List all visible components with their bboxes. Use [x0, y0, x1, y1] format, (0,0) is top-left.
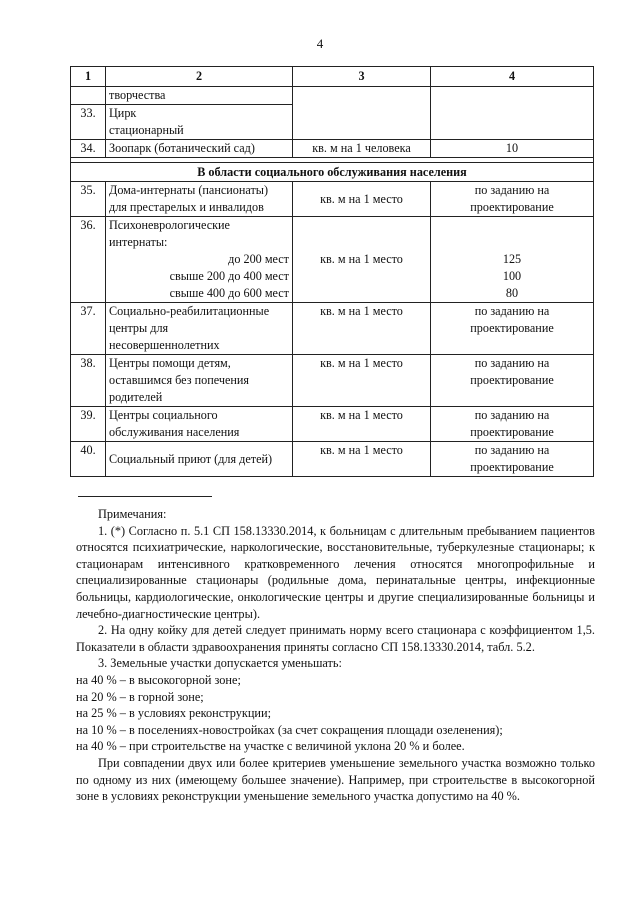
section-title: В области социального обслуживания населения — [71, 163, 594, 182]
row-name-line: Цирк — [109, 106, 137, 120]
row-norm-line: по заданию на — [474, 408, 550, 422]
row-number: 39. — [71, 407, 106, 442]
row-name-line: центры для — [109, 321, 169, 335]
note-1: 1. (*) Согласно п. 5.1 СП 158.13330.2014, к больницам с длительным пребыванием пациентов относятся психиатрические, наркологические, восстановительные, туберкулезные стационары; к стационарам интенсивного кратковременного лечения относятся многопрофильные и специализированные стационары (родильные дома, перинатальные центры, инфекционные больницы, кардиологические, онкологические центры и другие специализированные больницы и лечебно-диагностические центры). — [76, 523, 595, 621]
row-name-line: родителей — [109, 390, 163, 404]
row-norm-line: проектирование — [470, 425, 554, 439]
row-name: Социальный приют (для детей) — [106, 442, 293, 477]
row-norm — [431, 217, 594, 303]
row-norm: 10 — [431, 140, 594, 158]
row-name-line: интернаты: — [109, 235, 168, 249]
row-number: 40. — [71, 442, 106, 477]
row-name — [106, 217, 293, 303]
row-name: Зоопарк (ботанический сад) — [106, 140, 293, 158]
row-unit: кв. м на 1 место — [293, 182, 431, 217]
row-unit: кв. м на 1 место — [293, 217, 431, 303]
row-name — [106, 182, 293, 217]
row-name-line: стационарный — [109, 123, 184, 137]
row-name-line: Центры помощи детям, — [109, 356, 231, 370]
table-row — [71, 407, 594, 442]
row-unit: кв. м на 1 место — [293, 303, 431, 355]
sub-item-norm: 125 — [502, 252, 522, 266]
row-norm-line: проектирование — [470, 321, 554, 335]
row-norm-line: по заданию на — [474, 304, 550, 318]
note-2: 2. На одну койку для детей следует принимать норму всего стационара с коэффициентом 1,5. Показатели в области здравоохранения приняты согласно СП 158.13330.2014, табл. 5.2. — [76, 623, 595, 654]
row-name-line: несовершеннолетних — [109, 338, 220, 352]
row-unit: кв. м на 1 человека — [293, 140, 431, 158]
table-row — [71, 355, 594, 407]
row-name — [106, 355, 293, 407]
row-norm-line: проектирование — [470, 200, 554, 214]
row-name-line: обслуживания населения — [109, 425, 240, 439]
sub-item-label: свыше 200 до 400 мест — [169, 269, 289, 283]
norms-table — [70, 66, 594, 477]
row-unit: кв. м на 1 место — [293, 355, 431, 407]
header-col-3: 3 — [293, 67, 431, 87]
row-norm-line: по заданию на — [474, 183, 550, 197]
note-3-item: на 20 % – в горной зоне; — [76, 689, 204, 704]
note-3-final: При совпадении двух или более критериев уменьшение земельного участка возможно только по одному из них (имеющему большее значение). Например, при строительстве в высокогорной зоне в условиях реконструкции уменьшение земельного участка допустимо на 40 %. — [76, 755, 595, 804]
sub-item-label: свыше 400 до 600 мест — [169, 286, 289, 300]
sub-item-norm: 80 — [505, 286, 519, 300]
table-header-row — [71, 67, 594, 87]
sub-item-norm: 100 — [502, 269, 522, 283]
row-norm-line: проектирование — [470, 460, 554, 474]
notes-divider — [78, 496, 212, 497]
row-norm — [431, 303, 594, 355]
row-name-line: Психоневрологические — [109, 218, 230, 232]
note-3-intro: 3. Земельные участки допускается уменьшать: — [98, 656, 342, 671]
row-norm — [431, 407, 594, 442]
header-col-1: 1 — [71, 67, 106, 87]
header-col-4: 4 — [431, 67, 594, 87]
row-name-line: Социально-реабилитационные — [109, 304, 270, 318]
row-norm — [431, 87, 594, 140]
row-number: 34. — [71, 140, 106, 158]
row-number — [71, 87, 106, 105]
row-name — [106, 407, 293, 442]
table-row — [71, 442, 594, 477]
row-number: 37. — [71, 303, 106, 355]
row-number: 36. — [71, 217, 106, 303]
note-3-item: на 25 % – в условиях реконструкции; — [76, 706, 271, 721]
row-norm-line: проектирование — [470, 373, 554, 387]
note-3-item: на 10 % – в поселениях-новостройках (за счет сокращения площади озеленения); — [76, 722, 503, 737]
header-col-2: 2 — [106, 67, 293, 87]
row-name-line: Дома-интернаты (пансионаты) — [109, 183, 269, 197]
table-row — [71, 217, 594, 303]
row-name: творчества — [106, 87, 293, 105]
row-norm — [431, 442, 594, 477]
row-norm-line: по заданию на — [474, 356, 550, 370]
row-number: 35. — [71, 182, 106, 217]
row-name — [106, 105, 293, 140]
row-unit: кв. м на 1 место — [293, 442, 431, 477]
table-row — [71, 140, 594, 158]
table-row — [71, 303, 594, 355]
row-unit: кв. м на 1 место — [293, 407, 431, 442]
notes-heading: Примечания: — [98, 507, 167, 521]
row-norm — [431, 355, 594, 407]
row-number: 38. — [71, 355, 106, 407]
row-norm-line: по заданию на — [474, 443, 550, 457]
row-name-line: Центры социального — [109, 408, 218, 422]
section-title-row — [71, 163, 594, 182]
note-3-item: на 40 % – при строительстве на участке с величиной уклона 20 % и более. — [76, 739, 465, 754]
row-number: 33. — [71, 105, 106, 140]
notes-section — [76, 506, 595, 805]
row-name-line: для престарелых и инвалидов — [109, 200, 264, 214]
row-name-line: оставшимся без попечения — [109, 373, 250, 387]
page-number: 4 — [316, 36, 324, 51]
row-norm — [431, 182, 594, 217]
row-name — [106, 303, 293, 355]
table-row — [71, 87, 594, 105]
note-3-item: на 40 % – в высокогорной зоне; — [76, 672, 241, 687]
sub-item-label: до 200 мест — [228, 252, 289, 266]
row-unit — [293, 87, 431, 140]
table-row — [71, 182, 594, 217]
